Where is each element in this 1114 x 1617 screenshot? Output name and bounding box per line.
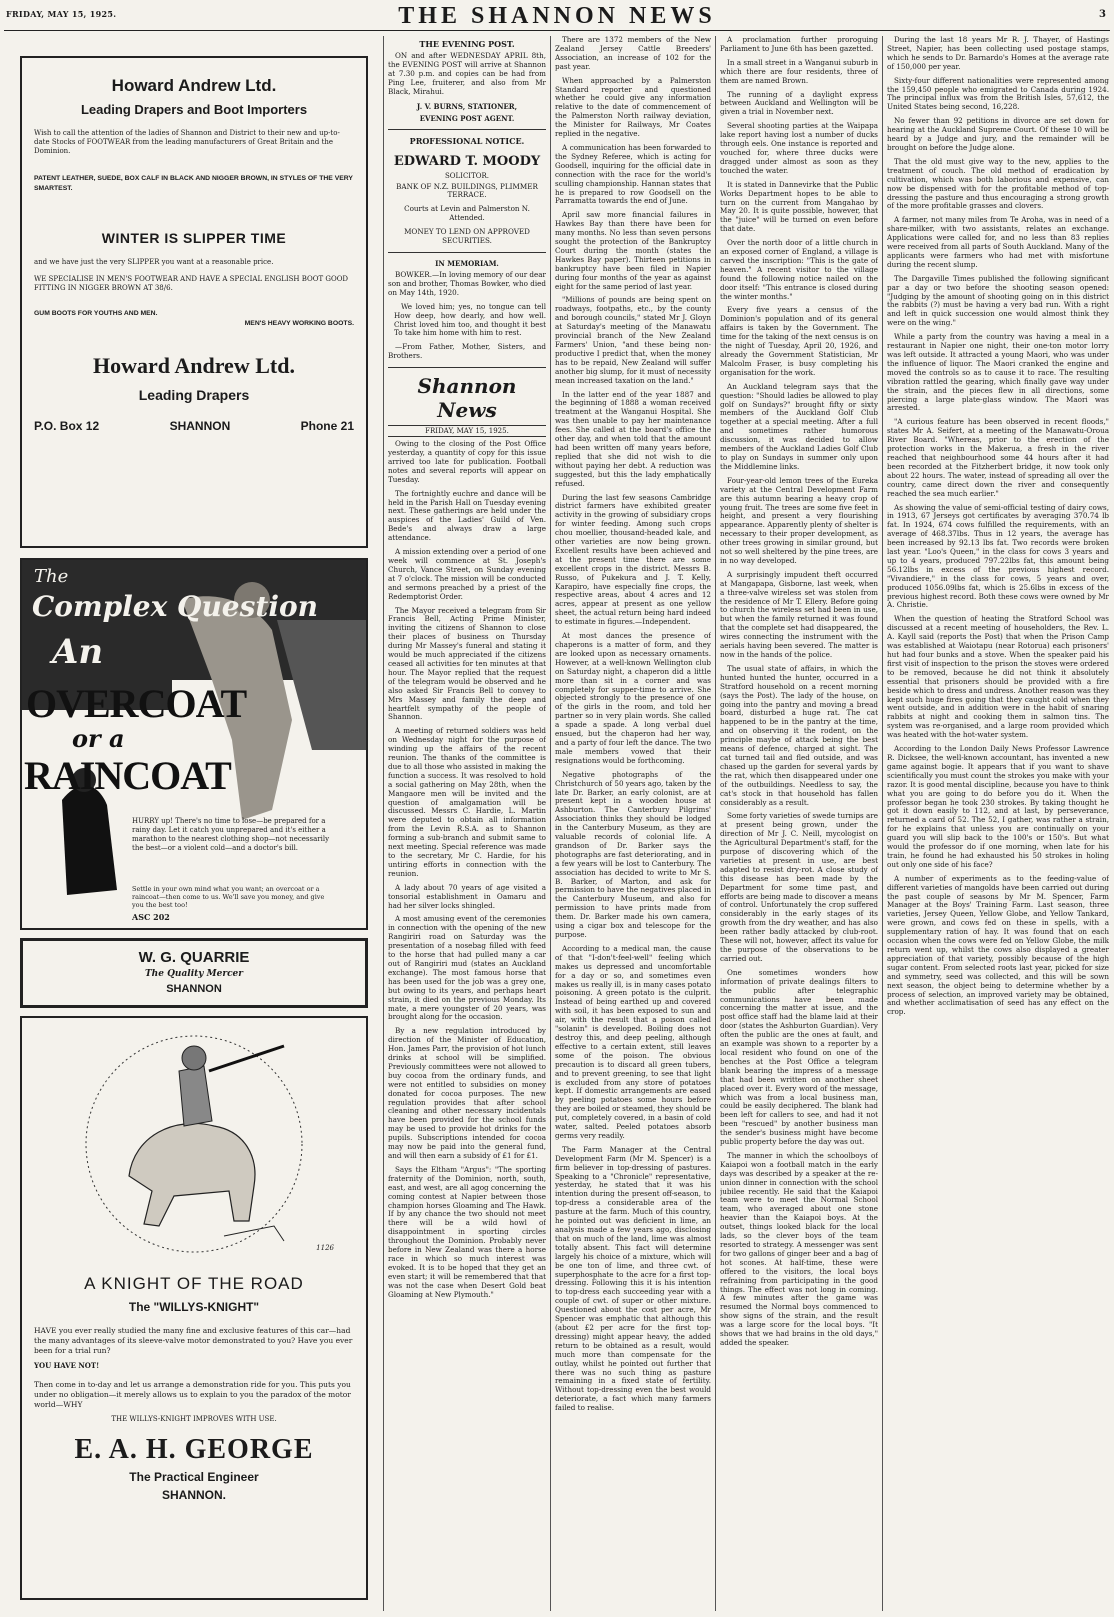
news-paragraph: During the last 18 years Mr R. J. Thayer, of Hastings Street, Napier, has been collecting used postage stamps, which he sends to Dr. Barnardo's Homes at the average rate of 150,000 per year. [887, 36, 1109, 71]
newspaper-title: THE SHANNON NEWS [398, 3, 716, 29]
lance-shape [209, 1046, 284, 1071]
news-paragraph: Says the Eltham "Argus": "The sporting fraternity of the Dominion, north, south, east, and west, are all agog concerning the coming contest at Napier between those champion horses Gloaming and The Hawk. If by any chance the two should not meet there will be a wild howl of disappointment in sporting circles throughout the Dominion. Probably never before in New Zealand was there a horse race in which so much interest was evoked. It is to be hoped that they get an even start; it will be remembered that that was not the case when Desert Gold beat Gloaming at New Plymouth." [388, 1164, 546, 1299]
howard-andrew-ad [20, 56, 368, 548]
moody-title: SOLICITOR. [445, 171, 489, 180]
overcoat-an: An [52, 632, 104, 672]
overcoat-raincoat: RAINCOAT [24, 753, 231, 798]
page-number: 3 [1099, 9, 1106, 20]
column-3 [555, 36, 711, 1612]
news-paragraph: A most amusing event of the ceremonies in connection with the opening of the new Rangiriri road on Saturday was the presentation of a nosebag filled with feed to the horse that had pulled many a car out of Rangiriri mud (states an Auckland exchange). The most famous horse that has been used for the job was a grey one, but owing to its years, and perhaps heart strain, it died on the previous Monday. Its mate, a mere youngster of 20 years, was brought along for the occasion. [388, 914, 546, 1022]
howard-tagline-2: Leading Drapers [138, 387, 250, 403]
overcoat-word: OVERCOAT [26, 681, 247, 726]
column-rule-2 [550, 36, 551, 1611]
professional-notice-heading: PROFESSIONAL NOTICE. [409, 135, 525, 146]
paper-title: Shannon News [417, 374, 517, 423]
news-paragraph: No fewer than 92 petitions in divorce are set down for hearing at the Auckland Supreme Court. Of these 10 will be heard by a Judge and jury, and the remainder will be brought on before the Judge alone. [887, 116, 1109, 152]
news-paragraph: Owing to the closing of the Post Office yesterday, a quantity of copy for this issue arrived too late for publication. Football notes and several reports will appear on Tuesday. [388, 439, 546, 484]
moody-name: EDWARD T. MOODY [393, 153, 541, 169]
moody-address: BANK OF N.Z. BUILDINGS, PLIMMER TERRACE. [396, 181, 538, 200]
overcoat-the: The [34, 566, 69, 587]
knight-signature: 1126 [316, 1244, 334, 1252]
knight-copy-3: Then come in to-day and let us arrange a demonstration ride for you. This puts you under no obligation—it merely allows us to explain to you the paradox of the motor world—WHY [34, 1380, 351, 1409]
memoriam-from: —From Father, Mother, Sisters, and Brothers. [388, 342, 546, 361]
news-paragraph: In a small street in a Wanganui suburb in which there are four residents, three of them are named Brown. [720, 57, 878, 85]
howard-special: WE SPECIALISE IN MEN'S FOOTWEAR AND HAVE A SPECIAL ENGLISH BOOT GOOD FITTING IN NIGGER BROWN AT 38/6. [34, 275, 349, 292]
moody-money: MONEY TO LEND ON APPROVED SECURITIES. [404, 227, 530, 246]
news-paragraph: A mission extending over a period of one week will commence at St. Joseph's Church, Vance Street, on Sunday evening at 7 o'clock. The mission will be conducted and sermons preached by a priest of the Redemptorist Order. [388, 547, 546, 601]
column-2-paragraphs [388, 440, 546, 1299]
overcoat-or-a: or a [72, 724, 125, 753]
news-paragraph: Four-year-old lemon trees of the Eureka variety at the Central Development Farm are this autumn bearing a heavy crop of young fruit. The trees are some five feet in height, and present a very flourishing appearance. Apparently plenty of shelter is necessary to their proper development, as other trees growing in similar ground, but not so well sheltered by the pine trees, are in no way developed. [720, 475, 878, 565]
masthead [0, 0, 1114, 30]
column-2 [388, 36, 546, 1612]
evening-post-sign-2: EVENING POST AGENT. [419, 113, 515, 123]
column-rule-4 [882, 36, 883, 1611]
overcoat-complex: Complex Question [32, 590, 318, 623]
background-figures-shape [277, 620, 366, 750]
news-paragraph: Several shooting parties at the Waipapa lake report having lost a number of ducks through eels. One instance is reported and vouched for, where three ducks were dragged under almost as soon as they touched the water. [720, 121, 878, 175]
knight-copy-2: YOU HAVE NOT! [34, 1361, 100, 1370]
column-3-paragraphs [555, 36, 711, 1413]
news-paragraph: The manner in which the schoolboys of Kaiapoi won a football match in the early days was described by a speaker at the re-union dinner in connection with the school jubilee recently. He said that the Kaiapoi team were to meet the Normal School team, who averaged about one stone heavier than the Kaiapoi boys. At the outset, things looked black for the local lads, so the clever boys of the team resorted to strategy. A messenger was sent for two gallons of ginger beer and a bag of hot scones. At half-time, these were offered to the visitors, the local boys refraining from participating in the good things. The effect was not long in coming. A few minutes after the game was resumed the Normal boys commenced to show signs of the strain, and the result was a large score for the local boys. "It shows that we had brains in the old days," added the speaker. [720, 1150, 878, 1347]
overcoat-hurry: HURRY up! There's no time to lose—be prepared for a rainy day. Let it catch you unprepared and it's either a marathon to the nearest clothing shop—not necessarily the best—or a violent cold—and a doctor's bill. [132, 817, 330, 852]
howard-box: P.O. Box 12 [34, 419, 100, 433]
howard-heavy: MEN'S HEAVY WORKING BOOTS. [244, 320, 354, 327]
column-5-paragraphs [887, 36, 1109, 1017]
knight-copy-1: HAVE you ever really studied the many fine and exclusive features of this car—had the many advantages of its sleeve-valve motor demonstrated to you? Have you ever been for a trial run? [34, 1326, 353, 1355]
news-paragraph: At most dances the presence of chaperons is a matter of form, and they are looked upon as necessary ornaments. However, at a well-known Wellington club on Saturday night, a chaperon did a little more than sit in a corner and was completely for supper-time to arrive. She objected strongly to the presence of one of the girls in the room, and told her partner so in very plain words. She called a spade a spade. A long verbal duel ensued, but the chaperon had her way, and a party of four left the dance. The two male members vowed that their resignations would be forthcoming. [555, 631, 711, 765]
george-town: SHANNON. [161, 1488, 226, 1502]
column-rule-1 [383, 36, 384, 1611]
news-paragraph: When approached by a Palmerston Standard reporter and questioned whether he could give any information relative to the date of commencement of the Palmerston North railway deviation, the Minister for Railways, Mr Coates replied in the negative. [555, 75, 711, 139]
news-paragraph: A communication has been forwarded to the Sydney Referee, which is acting for Goodsell, inquiring for the official date in connection with the race for the world's sculling championship. Hannan states that he is prepared to row Goodsell on the Parramatta towards the end of June. [555, 142, 711, 206]
news-paragraph: "A curious feature has been observed in recent floods," states Mr A. Seifert, at a meeting of the Manawatu-Oroua River Board. "Whereas, prior to the erection of the protection works in the Makerua, a fresh in the river reached that neighbourhood some 44 hours after it had been recorded at the Fitzherbert bridge, it now took only about 22 hours. The water, instead of spreading all over the country, came direct down the river and consequently reached the sea much earlier." [887, 417, 1109, 498]
evening-post-heading: THE EVENING POST. [419, 39, 515, 49]
news-paragraph: The Mayor received a telegram from Sir Francis Bell, Acting Prime Minister, inviting the citizens of Shannon to close their places of business on Thursday during Mr Massey's funeral and stating it would be much appreciated if the citizens ceased all activities for ten minutes at that hour. The Mayor replied that the request of the telegram would be observed and he also asked Sir Francis Bell to convey to Mrs Massey and family the deep and heartfelt sympathy of the people of Shannon. [388, 605, 546, 722]
news-paragraph: The Farm Manager at the Central Development Farm (Mr M. Spencer) is a firm believer in top-dressing of pastures. Speaking to a "Chronicle" representative, yesterday, he stated that it was his intention during the present off-season, to top-dress a considerable area of the pasture at the farm. Much of this country, he pointed out was deficient in lime, an analysis made a few years ago, disclosing that on much of the land, lime was almost totally absent. This fact will determine largely his choice of a mixture, which will be one ton of lime, and three cwt. of superphosphate to the acre for a first top-dressing. Following this it is his intention to top-dress each succeeding year with a couple of cwt. of super or other mixture. Questioned about the cost per acre, Mr Spencer was emphatic that although this (about £2 per acre for the first top-dressing) might appear heavy, the added return to be obtained as a result, would much more than compensate for the outlay, whilst he pointed out further that there was no such thing as pasture remaining in a fixed state of fertility. Without top-dressing even the best would deteriorate, a fact which many farmers failed to realise. [555, 1144, 711, 1413]
howard-winter: WINTER IS SLIPPER TIME [101, 230, 287, 246]
knight-subhead: The "WILLYS-KNIGHT" [128, 1300, 260, 1314]
masthead-rule [4, 30, 1110, 31]
howard-tagline: Leading Drapers and Boot Importers [80, 102, 308, 117]
quarrie-name: W. G. QUARRIE [138, 949, 250, 966]
news-paragraph: During the last few seasons Cambridge district farmers have exhibited greater activity in the growing of subsidiary crops for winter feeding. Among such crops chou moellier, thousand-headed kale, and other varieties are now being grown. Excellent results have been achieved and at the present time there are some excellent crops in the district. Messrs B. Russo, of Pukekura and J. T. Kelly, Karapiro, have especially fine crops, the respective areas, about 4 acres and 12 acres, appear at present as one yellow sheet, the actual return being hard indeed to estimate in figures.—Independent. [555, 492, 711, 627]
masthead-date: FRIDAY, MAY 15, 1925. [6, 9, 117, 19]
news-paragraph: By a new regulation introduced by direction of the Minister of Education, Hon. James Parr, the provision of hot lunch drinks at school will be simplified. Previously committees were not allowed to buy cocoa from the ordinary funds, and were not entitled to subsidies on money donated for cocoa purposes. The new regulation provides that after school cleaning and other necessary incidentals have been provided for the school funds may be used to provide hot drinks for the pupils. Subscriptions intended for cocoa may now be paid into the general fund, and will then earn a subsidy of £1 for £1. [388, 1026, 546, 1160]
news-paragraph: It is stated in Dannevirke that the Public Works Department hopes to be able to turn on the current from Mangahao by May 20. It is quite possible, however, that the "juice" will be turned on even before that date. [720, 179, 878, 234]
news-paragraph: The fortnightly euchre and dance will be held in the Parish Hall on Tuesday evening next. These gatherings are held under the auspices of the Ladies' Guild of Ven. Bede's and always draw a large attendance. [388, 488, 546, 543]
howard-town: SHANNON [169, 419, 231, 433]
knight-body-shape [179, 1066, 212, 1126]
knight-headline: A KNIGHT OF THE ROAD [84, 1274, 304, 1293]
howard-leather: PATENT LEATHER, SUEDE, BOX CALF IN BLACK AND NIGGER BROWN, IN STYLES OF THE VERY SMARTEST. [34, 175, 353, 192]
news-paragraph: "Millions of pounds are being spent on roadways, footpaths, etc., by the county and borough councils," stated Mr J. Gloyn at Saturday's meeting of the Manawatu provincial branch of the New Zealand Farmers' Union, "and these being non-productive I predict that, when the money has to be repaid, New Zealand will suffer another big slump, for it must of necessity mean increased taxation on the land." [555, 295, 711, 385]
howard-intro: Wish to call the attention of the ladies of Shannon and District to their new and up-to-date Stocks of FOOTWEAR from the leading manufacturers of Great Britain and the Dominion. [34, 129, 340, 155]
news-paragraph: The running of a daylight express between Auckland and Wellington will be given a trial in November next. [720, 89, 878, 117]
news-paragraph: A surprisingly impudent theft occurred at Mangapapa, Gisborne, last week, when a three-valve wireless set was stolen from the residence of Mr T. Ellery. Before going to church the wireless set had been in use, but when the family returned it was found that the complete set had disappeared, the wires connecting the instrument with the aerials having been severed. The matter is now in the hands of the police. [720, 569, 878, 659]
news-paragraph: The Dargaville Times published the following significant par a day or two before the shooting season opened: "Judging by the amount of shooting going on in this district the rabbits (?) must be having a very bad run. With a right and left in quick succession one would almost think they were on the wing." [887, 273, 1109, 328]
news-paragraph: A meeting of returned soldiers was held on Wednesday night for the purpose of winding up the affairs of the recent reunion. The thanks of the committee is due to all those who assisted in making the function a success. It was resolved to hold a social gathering on May 28th, when the Mangaore men will be invited and the question of amalgamation will be discussed. Messrs C. Hardie, L. Martin were deputed to obtain all information from the Levin R.S.A. as to Shannon forming a sub-branch and submit same to next meeting. Special reference was made to the secretary, Mr C. Hardie, for his untiring efforts in connection with the reunion. [388, 726, 546, 878]
column-4-paragraphs [720, 36, 878, 1348]
knight-illustration [34, 1026, 356, 1266]
news-paragraph: One sometimes wonders how information of private dealings filters to the public after telegraphic communications have been made concerning the matter at issue, and the post office staff had the blame laid at their door (states the Ashburton Guardian). Very often the public are the ones at fault, and an example was shown to a reporter by a local resident who found on one of the benches at the Post Office a telegram blank bearing the impress of a message that had been written on another sheet placed over it. Every word of the message, which was from a local business man, could be easily deciphered. The blank had been left for callers to see, and had it not been "rescued" by another business man the sender's business might have become public property before the day was out. [720, 967, 878, 1147]
horse-shape [129, 1123, 255, 1226]
news-paragraph: According to a medical man, the cause of that "I-don't-feel-well" feeling which makes us depressed and uncomfortable for a day or so, and sometimes even makes us really ill, is in many cases potato poisoning. A green potato is the culprit. Instead of being earthed up and covered with soil, it has been exposed to sun and air, with the result that a poison called "solanin" is developed. Boiling does not destroy this, and deep peeling, although effective to a certain extent, still leaves some of the poison. The obvious precaution is to discard all green tubers, and to prevent greening, to see that light is excluded from any store of potatoes kept. If domestic arrangements are eased by peeling potatoes some hours before they are boiled or steamed, they should be put, completely covered, in a basin of cold water, salted. Peeled potatoes absorb germs very readily. [555, 943, 711, 1140]
howard-contact-row [34, 419, 354, 433]
overcoat-settle: Settle in your own mind what you want; an overcoat or a raincoat—then come to us. We'll save you money, and give you the best too! [132, 885, 325, 909]
knight-copy-4: THE WILLYS-KNIGHT IMPROVES WITH USE. [111, 1415, 277, 1423]
news-paragraph: That the old must give way to the new, applies to the treatment of couch. The old method of eradication by cultivation, which was both laborious and expensive, can now be dispensed with for the profitable method of top-dressing the pasture and thus encouraging a strong growth of the more profitable grasses and clovers. [887, 156, 1109, 211]
willys-knight-ad [20, 1016, 368, 1600]
news-paragraph: There are 1372 members of the New Zealand Jersey Cattle Breeders' Association, an increase of 102 for the past year. [555, 36, 711, 71]
howard-phone: Phone 21 [300, 419, 354, 433]
news-paragraph: Sixty-four different nationalities were represented among the 159,450 people who emigrated to Canada during 1924. The principal influx was from the British Isles, 57,612, the United States being second, 16,228. [887, 75, 1109, 112]
overcoat-ad [20, 558, 368, 930]
quarrie-tag: The Quality Mercer [144, 969, 244, 979]
howard-gum: GUM BOOTS FOR YOUTHS AND MEN. [34, 310, 158, 317]
overcoat-code: ASC 202 [132, 912, 170, 922]
howard-brand-2: Howard Andrew Ltd. [93, 353, 295, 378]
memoriam-text: BOWKER.—In loving memory of our dear son and brother, Thomas Bowker, who died on May 14th, 1920. [388, 269, 546, 297]
paper-date: FRIDAY, MAY 15, 1925. [388, 425, 546, 437]
news-paragraph: While a party from the country was having a meal in a restaurant in Napier one night, their one-ton motor lorry was left outside. It attracted a young Maori, who was under the influence of liquor. The Maori cranked the engine and moved the controls so as to cause it to race. The resulting vibration rattled the gearing, which finally gave way under the strain, and the pieces flew in all directions, some piercing a large plate-glass window. The Maori was arrested. [887, 332, 1109, 413]
evening-post-sign: J. V. BURNS, STATIONER, [416, 101, 518, 111]
news-paragraph: Every five years a census of the Dominion's population and of its general affairs is taken by the Government. The time for the taking of the next census is on the night of Tuesday, April 20, 1926, and already the Government Statistician, Mr Malcolm Fraser, is busy completing his organisation for the work. [720, 305, 878, 377]
howard-brand: Howard Andrew Ltd. [111, 76, 277, 95]
news-paragraph: As showing the value of semi-official testing of dairy cows, in 1913, 67 Jerseys got certificates by averaging 370.74 lb fat. In 1924, 674 cows fulfilled the requirements, with an average of 468.37lbs. Thus in 12 years, the average has been increased by 92.13 lbs fat. Two records were broken last year. "Loo's Queen," in the class for cows 3 years and up to 4 years, produced 797.22lbs fat, this amount being 56.12lbs in excess of the previous highest record. "Vivandiere," in the class for cows, 5 years and over, produced 1056.09lbs fat, which is 25.6lbs in excess of the previous highest record. Both these cows were owned by Mr A. Christie. [887, 502, 1109, 610]
news-paragraph: An Auckland telegram says that the question: "Should ladies be allowed to play golf on Sundays?" brought fifty or sixty members of the Auckland Golf Club together at a special meeting. After a full and sometimes rather humorous discussion, it was decided to allow members of the Auckland Ladies Golf Club to play on Sundays in summer only upon the Middlemine links. [720, 381, 878, 471]
news-paragraph: A number of experiments as to the feeding-value of different varieties of mangolds have been carried out during the past couple of seasons by Mr M. Spencer, Farm Manager at the Boys' Training Farm. Last season, three varieties, Jersey Queen, Yellow Globe, and Yellow Tankard, were grown, and cows fed on these in spells, with a supplementary ration of hay. It was found that on each occasion when the cows were fed on Yellow Globe, the milk return went up, whilst the cows also displayed a greater appreciation of that variety, possibly because of the high sugar content. From selected roots last year, picked for size and symmetry, seed was collected, and this will be sown next season, the object being to determine whether by a process of selection, an improved variety may be obtained, and whether acclimatisation of seed has any effect on the crop. [887, 873, 1109, 1017]
news-paragraph: A farmer, not many miles from Te Aroha, was in need of a share-milker, with two assistants, relates an exchange. Applications were called for, and no less than 83 replies were received from all parts of South Auckland. Many of the applicants were farmers who had met with misfortune during the recent slump. [887, 215, 1109, 269]
howard-slipper: and we have just the very SLIPPER you want at a reasonable price. [34, 258, 274, 266]
news-paragraph: Some forty varieties of swede turnips are at present being grown, under the direction of Mr J. C. Neill, mycologist on the Agricultural Department's staff, for the purpose of discovering which of the varieties at present in use, are best adapted to resist dry-rot. A close study of this disease has been made by the Department for some time past, and efforts are being made to discover a means of control. Unfortunately the crop suffered considerably in the early stages of its growth from the dry weather, and has also been rather badly attacked by club-root. These will not, however, affect its value for the purpose of the observations to be carried out. [720, 811, 878, 963]
news-paragraph: The usual state of affairs, in which the hunted hunted the hunter, occurred in a Stratford household on a recent morning (says the Post). The lady of the house, on going into the pantry and moving a bread board, disturbed a huge rat. The cat happened to be in the pantry at the time, and on observing it the rodent, on the principle maybe of attack being the best means of defence, charged at sight. The cat turned tail and fled outside, and was chased up the garden for several yards by the rat, which then disappeared under one of the outbuildings. Needless to say, the cat's stock in that household has fallen considerably as a result. [720, 663, 878, 807]
column-5 [887, 36, 1109, 1612]
news-paragraph: Over the north door of a little church in an exposed corner of England, a village is carved the inscription: "This is the gate of heaven." A recent visitor to the village found the following notice nailed on the door itself: "This entrance is closed during the winter months." [720, 238, 878, 301]
george-tag: The Practical Engineer [129, 1470, 259, 1484]
quarrie-town: SHANNON [166, 983, 222, 995]
memoriam-poem: We loved him; yes, no tongue can tell How deep, how dearly, and how well. Christ loved him too, and thought it best To take him home with him to rest. [394, 301, 546, 338]
news-paragraph: April saw more financial failures in Hawkes Bay than there have been for many months. No less than seven persons sought the protection of the Bankruptcy Court during the month (states the Hawkes Bay paper). Thirteen petitions in bankruptcy have been filed in Napier during four months of the year as against eight for the same period of last year. [555, 210, 711, 291]
knight-helmet-shape [182, 1046, 206, 1070]
news-paragraph: According to the London Daily News Professor Lawrence R. Dicksee, the well-known accountant, has invented a new game against bogie. It appears that if you want to shave scientifically you must count the strokes you make with your razor. It is good mental discipline, because you have to think what you are going to do before you do it. When the professor began he took 230 strokes. By taking thought he got it down easily to 112, and at last, by perseverance, returned a card of 52. The 52, I gather, was rather a strain, for he explains that unless you are continually on your guard you will slip back to the 100's or 150's. But what would the professor do if one morning, when late for his train, he found he had exhausted his 50 strokes in holing out only one side of his face? [887, 744, 1109, 869]
memoriam-heading: IN MEMORIAM. [435, 258, 499, 268]
column-rule-3 [715, 36, 716, 1611]
news-paragraph: A lady about 70 years of age visited a tonsorial establishment in Oamaru and had her silver locks shingled. [388, 882, 546, 910]
george-name: E. A. H. GEORGE [74, 1434, 314, 1465]
quarrie-ad [20, 938, 368, 1008]
column-4 [720, 36, 878, 1612]
evening-post-text: ON and after WEDNESDAY APRIL 8th, the EVENING POST will arrive at Shannon at 7.30 p.m. and copies can be had from Ping Lee, fruiterer, and also from Mr Black, Mirahui. [388, 51, 546, 96]
news-paragraph: A proclamation further proroguing Parliament to June 6th has been gazetted. [720, 36, 878, 53]
news-paragraph: In the latter end of the year 1887 and the beginning of 1888 a woman received treatment at the Wanganui Hospital. She was then unable to pay her maintenance fees. She called at the board's office the other day, and when told that the amount had been written off many years before, replied that she did not wish to die without paying her debt. A reduction was suggested, but this the lady emphatically refused. [555, 389, 711, 488]
news-paragraph: When the question of heating the Stratford School was discussed at a recent meeting of householders, the Rev. L. A. Kayll said (reports the Post) that when the Prison Camp was established at Waiotapu (near Rotorua) each prisoners' hut had four bunks and a stove. When the speaker paid his first visit of inspection to the prison the stoves were ordered to be removed, because he did not think it absolutely essential that prisoners should be provided with a fire beside which to dress and undress. Another reason was they kept such huge fires going that they caught cold when they went outside, and in addition were in the habit of snaring rabbits at night and cooking them in salmon tins. The system was re-organised, and a large room provided which was heated with the hot-water system. [887, 614, 1109, 740]
moody-courts: Courts at Levin and Palmerston N. Attended. [404, 204, 530, 223]
woman-figure-shape [62, 786, 117, 895]
news-paragraph: Negative photographs of the Christchurch of 50 years ago, taken by the late Dr. Barker, an early colonist, are at present kept in a wooden house at Ashburton. The Canterbury Pilgrims' Association thinks they should be lodged in the Canterbury Museum, as they are valuable records of colonial life. A grandson of Dr. Barker says the photographs are fast deteriorating, and in a few years will be lost to Canterbury. The association has decided to write to Mr S. B. Barker, of Marton, and ask for permission to have the negatives placed in the Canterbury Museum, and also for permission to have prints made from them. Dr. Barker made his own camera, using a cigar box and telescope for the purpose. [555, 769, 711, 939]
